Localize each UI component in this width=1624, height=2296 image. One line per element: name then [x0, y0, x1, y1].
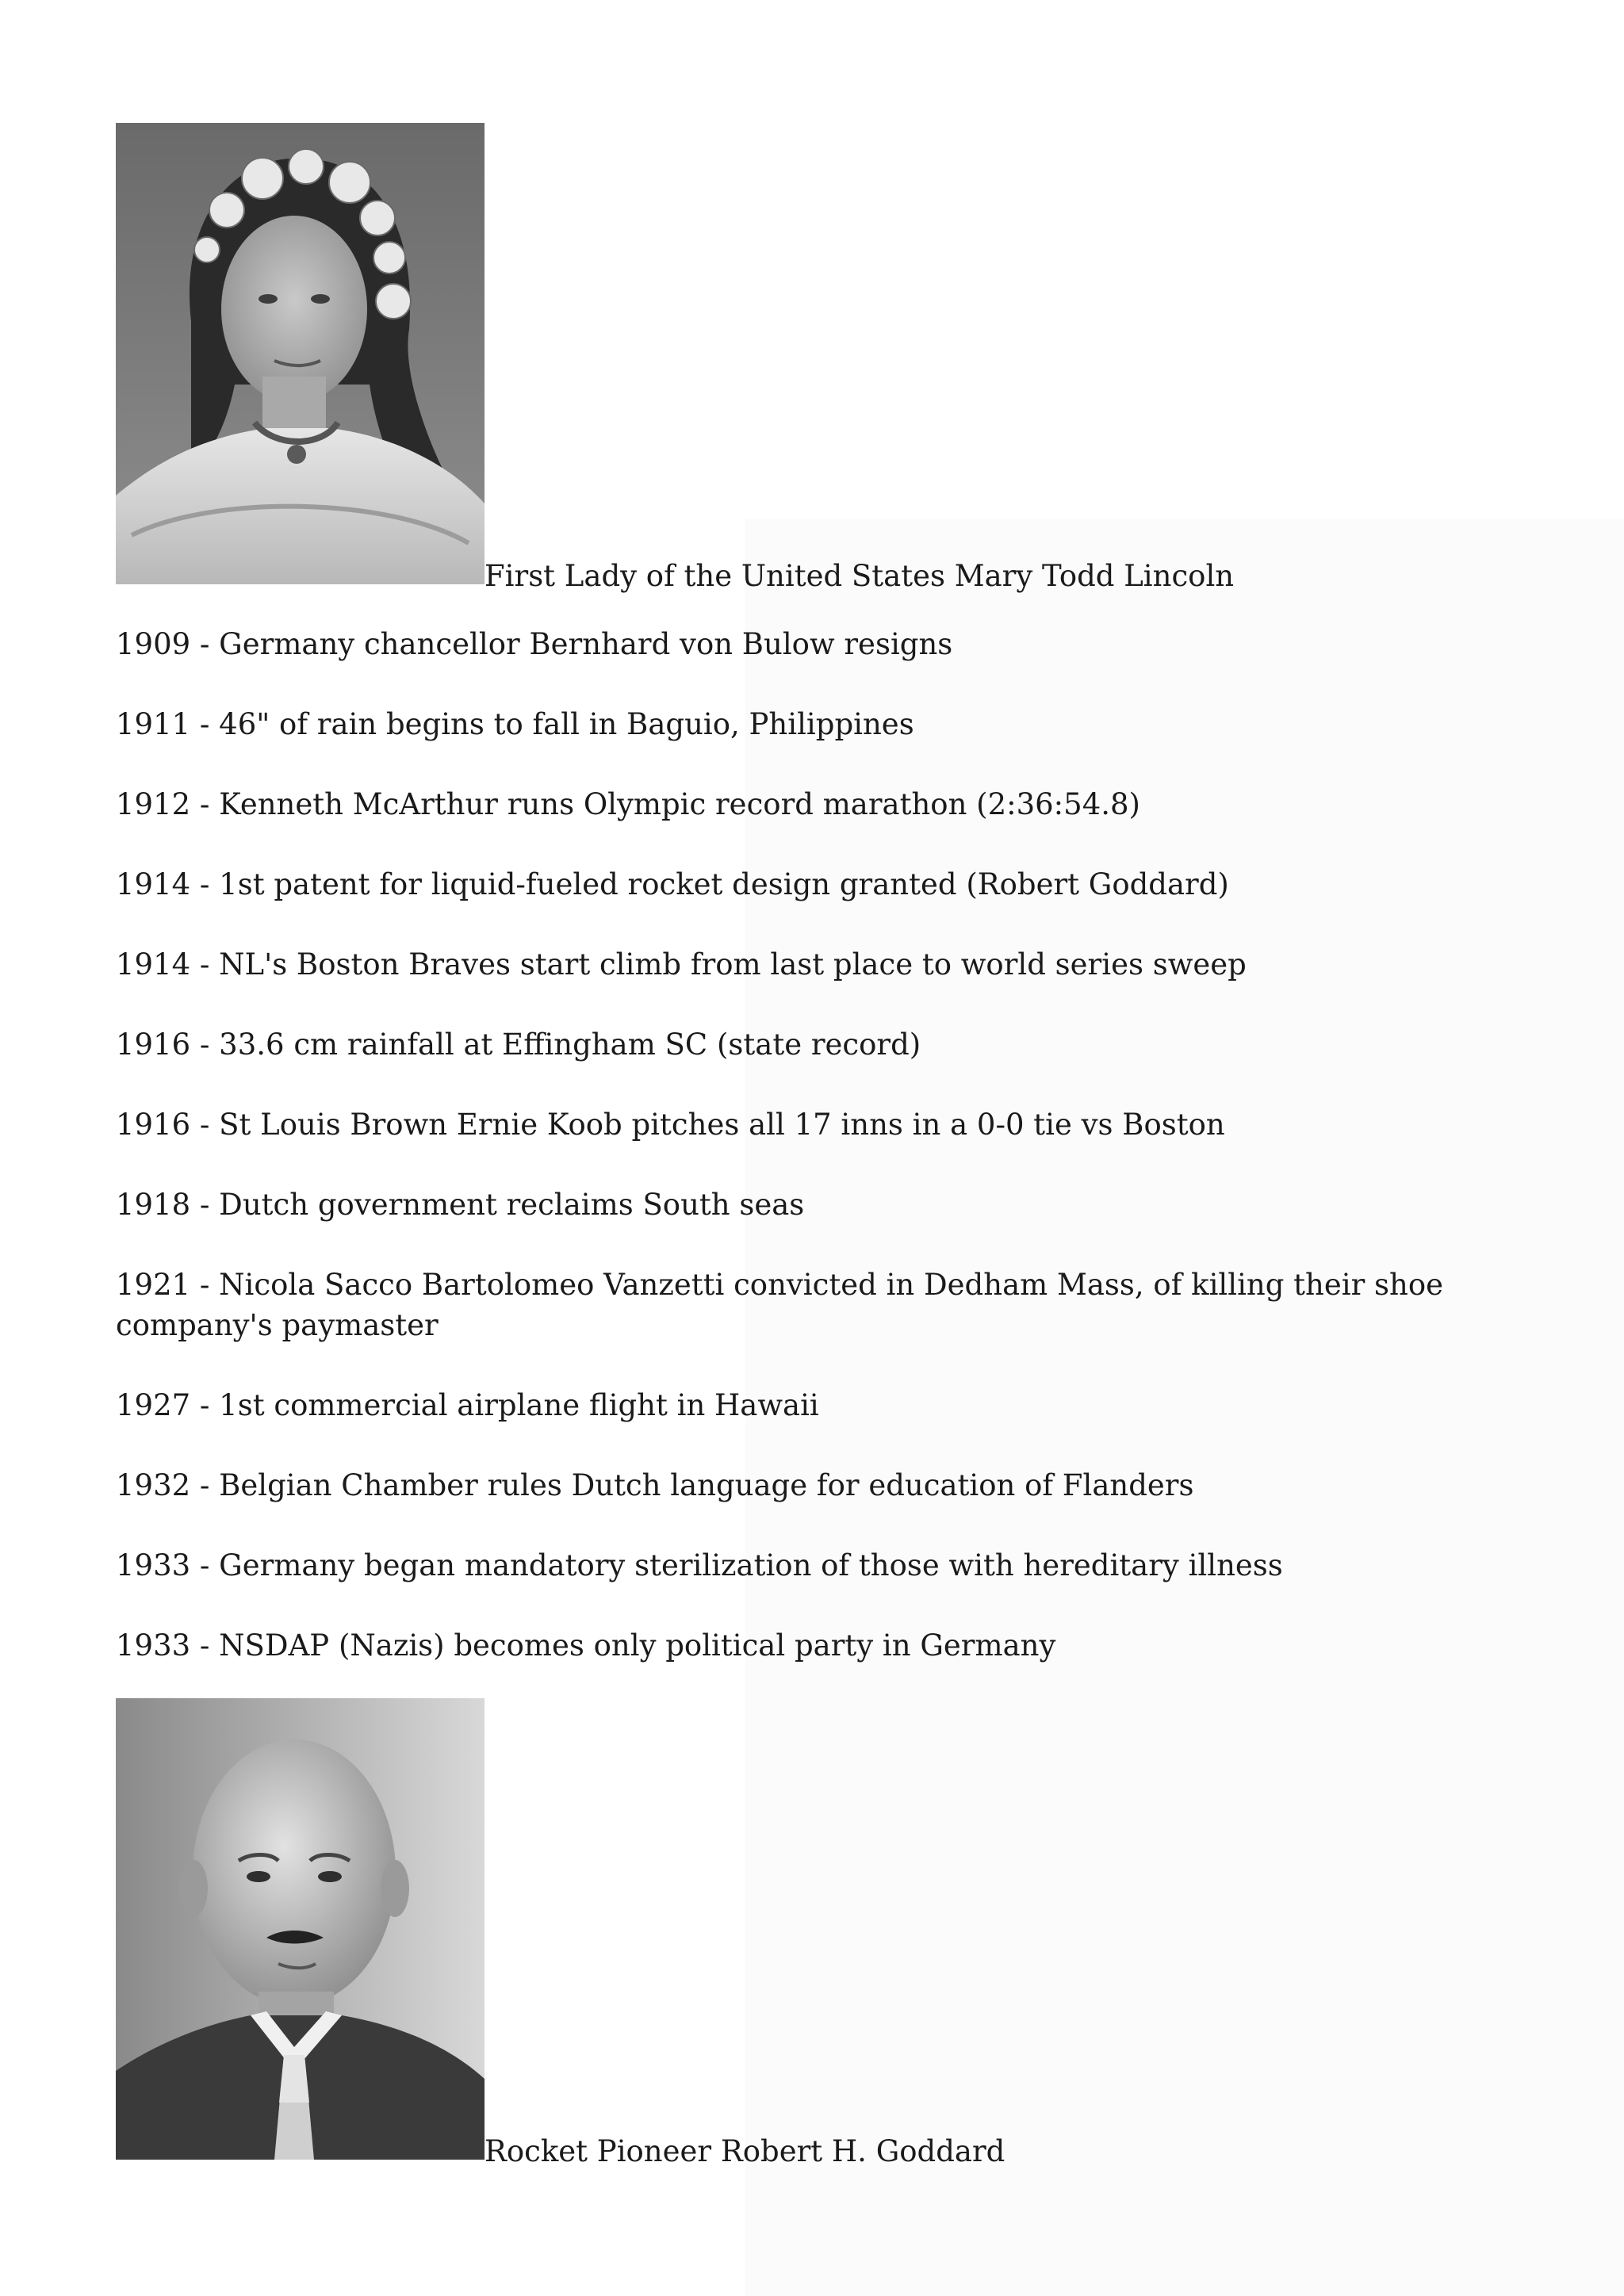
events-list — [116, 624, 1543, 1666]
document-page — [116, 123, 1543, 2168]
event-item: 1914 - NL's Boston Braves start climb from last place to world series sweep — [116, 947, 1247, 982]
figure-robert-goddard — [116, 1698, 1543, 2168]
event-item: 1932 - Belgian Chamber rules Dutch language for education of Flanders — [116, 1468, 1194, 1502]
portrait-photo-robert-goddard — [116, 1698, 485, 2160]
event-item: 1911 - 46" of rain begins to fall in Baguio, Philippines — [116, 707, 914, 741]
event-item: 1918 - Dutch government reclaims South seas — [116, 1188, 805, 1222]
event-item: 1921 - Nicola Sacco Bartolomeo Vanzetti convicted in Dedham Mass, of killing their shoe company's paymaster — [116, 1268, 1444, 1342]
event-item: 1916 - St Louis Brown Ernie Koob pitches all 17 inns in a 0-0 tie vs Boston — [116, 1108, 1225, 1142]
event-item: 1909 - Germany chancellor Bernhard von Bulow resigns — [116, 627, 953, 661]
event-item: 1914 - 1st patent for liquid-fueled rocket design granted (Robert Goddard) — [116, 867, 1229, 901]
photo-caption: First Lady of the United States Mary Todd Lincoln — [485, 559, 1235, 593]
event-item: 1916 - 33.6 cm rainfall at Effingham SC (state record) — [116, 1027, 921, 1062]
portrait-photo-mary-todd-lincoln — [116, 123, 485, 584]
photo-caption: Rocket Pioneer Robert H. Goddard — [485, 2134, 1005, 2168]
event-item: 1912 - Kenneth McArthur runs Olympic record marathon (2:36:54.8) — [116, 787, 1140, 821]
figure-mary-todd-lincoln — [116, 123, 1543, 593]
event-item: 1933 - NSDAP (Nazis) becomes only political party in Germany — [116, 1628, 1056, 1663]
event-item: 1933 - Germany began mandatory sterilization of those with hereditary illness — [116, 1548, 1283, 1582]
event-item: 1927 - 1st commercial airplane flight in Hawaii — [116, 1388, 819, 1422]
